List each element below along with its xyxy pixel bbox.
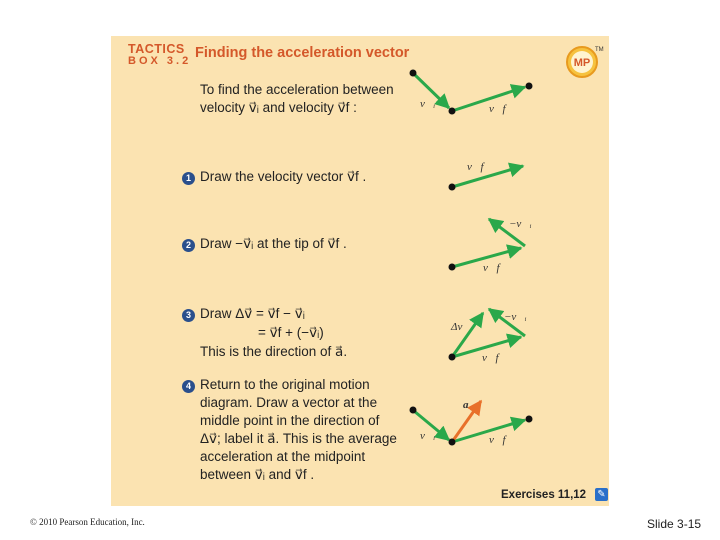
tactics-title: Finding the acceleration vector <box>195 45 410 61</box>
vector-diagrams <box>111 36 609 506</box>
copyright: © 2010 Pearson Education, Inc. <box>30 517 145 527</box>
svg-text:Δv⃗: Δv⃗ <box>451 321 471 333</box>
step-3-line-3: This is the direction of a⃗. <box>200 344 348 359</box>
tactics-label: TACTICS <box>128 42 185 56</box>
step-3-line-1: Draw Δv⃗ = v⃗f − v⃗ᵢ <box>200 306 305 321</box>
step-badge-1: 1 <box>182 172 195 185</box>
pencil-icon: ✎ <box>595 488 608 501</box>
step-2-text: Draw −v⃗ᵢ at the tip of v⃗f . <box>200 236 347 251</box>
step-4-line-6: between v⃗ᵢ and v⃗f . <box>200 467 315 482</box>
step-badge-2: 2 <box>182 239 195 252</box>
svg-text:v⃗f: v⃗f <box>489 434 506 446</box>
intro-line-1: To find the acceleration between <box>200 82 394 97</box>
trademark: TM <box>595 47 604 53</box>
step-badge-3: 3 <box>182 309 195 322</box>
svg-text:v⃗ᵢ: v⃗ᵢ <box>420 430 436 442</box>
exercises-ref: Exercises 11,12 <box>501 489 587 501</box>
svg-text:v⃗f: v⃗f <box>483 262 500 274</box>
step-4-line-5: acceleration at the midpoint <box>200 449 366 464</box>
step-badge-4: 4 <box>182 380 195 393</box>
slide-number: Slide 3-15 <box>647 517 702 531</box>
svg-text:−v⃗ᵢ: −v⃗ᵢ <box>509 218 532 230</box>
svg-text:−v⃗ᵢ: −v⃗ᵢ <box>504 311 527 323</box>
step-4-line-4: Δv⃗; label it a⃗. This is the average <box>200 431 397 446</box>
tactics-box <box>111 36 609 506</box>
svg-text:v⃗f: v⃗f <box>482 352 499 364</box>
step-3-diagram <box>449 309 527 364</box>
svg-text:v⃗f: v⃗f <box>489 103 506 115</box>
step-3-line-2: = v⃗f + (−v⃗ᵢ) <box>258 325 324 340</box>
step-4-line-2: diagram. Draw a vector at the <box>200 395 378 410</box>
step-4-line-3: middle point in the direction of <box>200 413 380 428</box>
motion-diagram-intro <box>410 70 533 116</box>
step-1-text: Draw the velocity vector v⃗f . <box>200 169 367 184</box>
step-4-line-1: Return to the original motion <box>200 377 370 392</box>
svg-text:v⃗ᵢ: v⃗ᵢ <box>420 98 436 110</box>
step-2-diagram <box>449 218 532 274</box>
svg-text:v⃗f: v⃗f <box>467 161 484 173</box>
svg-text:a⃗: a⃗ <box>463 399 478 411</box>
step-1-diagram <box>449 161 524 191</box>
step-4-diagram <box>410 399 533 446</box>
svg-text:MP: MP <box>573 57 591 69</box>
tactics-box-number: BOX 3.2 <box>128 55 192 67</box>
intro-line-2: velocity v⃗ᵢ and velocity v⃗f : <box>200 100 357 115</box>
